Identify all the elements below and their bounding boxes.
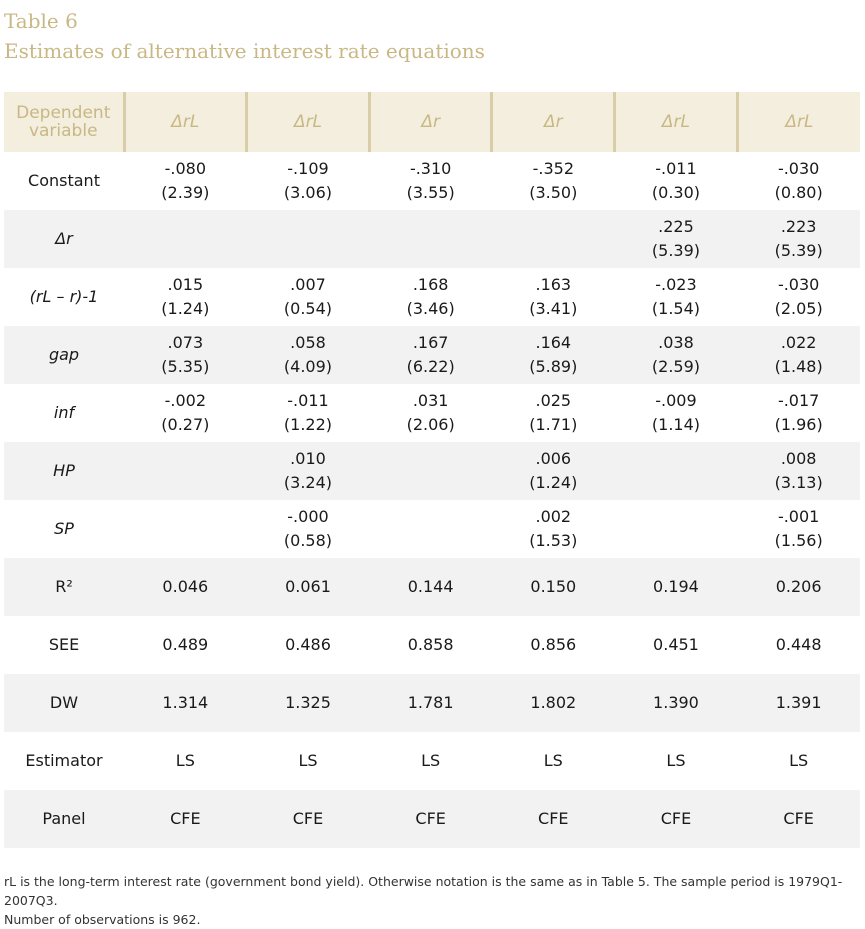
table-cell: LS (175, 751, 195, 770)
row-label: (rL – r)-1 (29, 287, 99, 306)
table-cell: LS (789, 751, 809, 770)
table-row (4, 268, 860, 326)
column-header: ΔrL (124, 92, 247, 152)
table-cell: 1.781 (369, 674, 492, 732)
table-cell: 0.046 (124, 558, 247, 616)
table-cell: .007 (0.54) (283, 275, 333, 318)
table-row (4, 732, 860, 790)
table-row (4, 384, 860, 442)
table-cell: -.001 (1.56) (774, 507, 823, 550)
column-header: Δr (492, 92, 615, 152)
table-cell: .015 (1.24) (161, 275, 210, 318)
header-row (4, 92, 860, 152)
table-cell (615, 500, 738, 558)
row-label: R² (4, 558, 124, 616)
table-cell: -.011 (0.30) (651, 159, 700, 202)
table-cell: 0.144 (369, 558, 492, 616)
table-cell: CFE (737, 790, 860, 848)
table-cell (492, 210, 615, 268)
column-header: ΔrL (615, 92, 738, 152)
table-cell: 0.486 (285, 635, 331, 654)
table-cell: .163 (3.41) (529, 275, 578, 318)
estimates-table (4, 92, 860, 848)
table-cell (124, 210, 247, 268)
table-cell: CFE (492, 790, 615, 848)
table-cell: .022 (1.48) (737, 326, 860, 384)
table-cell (124, 500, 247, 558)
column-header: ΔrL (247, 92, 370, 152)
table-cell (247, 210, 370, 268)
table-row (4, 790, 860, 848)
table-cell: LS (421, 751, 441, 770)
table-cell: CFE (369, 790, 492, 848)
table-row (4, 442, 860, 500)
table-cell: .167 (6.22) (369, 326, 492, 384)
table-cell: LS (298, 751, 318, 770)
table-row (4, 616, 860, 674)
row-label: gap (4, 326, 124, 384)
table-cell: .168 (3.46) (406, 275, 455, 318)
table-cell: LS (666, 751, 686, 770)
table-cell: 0.194 (615, 558, 738, 616)
table-cell: -.030 (0.80) (774, 159, 823, 202)
row-label: Estimator (25, 751, 103, 770)
table-cell: -.109 (3.06) (283, 159, 333, 202)
table-cell: -.030 (2.05) (774, 275, 823, 318)
table-cell: .058 (4.09) (247, 326, 370, 384)
row-label: Constant (28, 171, 100, 190)
table-cell: 0.489 (162, 635, 209, 654)
table-title: Table 6 (4, 9, 78, 33)
row-label: inf (53, 403, 75, 422)
table-cell: .164 (5.89) (492, 326, 615, 384)
table-cell: 0.150 (492, 558, 615, 616)
table-subtitle: Estimates of alternative interest rate equations (4, 39, 485, 63)
table-row (4, 152, 860, 210)
table-cell: .073 (5.35) (124, 326, 247, 384)
table-cell: 0.451 (653, 635, 699, 654)
table-cell: .225 (5.39) (615, 210, 738, 268)
footnote-line-2: Number of observations is 962. (4, 912, 201, 927)
table-row (4, 558, 860, 616)
table-cell: 0.856 (530, 635, 577, 654)
table-cell (369, 210, 492, 268)
table-cell: LS (543, 751, 563, 770)
table-cell: 1.314 (124, 674, 247, 732)
table-cell: -.017 (1.96) (774, 391, 823, 434)
table-cell (369, 500, 492, 558)
column-header: Δr (369, 92, 492, 152)
row-label: Δr (4, 210, 124, 268)
table-cell: 1.390 (615, 674, 738, 732)
table-row (4, 326, 860, 384)
row-label: DW (4, 674, 124, 732)
table-cell: 0.448 (775, 635, 822, 654)
column-header: ΔrL (737, 92, 860, 152)
table-cell: 0.206 (737, 558, 860, 616)
row-label: Panel (4, 790, 124, 848)
table-cell: CFE (124, 790, 247, 848)
table-cell: -.310 (3.55) (406, 159, 455, 202)
table-cell: 0.858 (407, 635, 454, 654)
table-cell: CFE (615, 790, 738, 848)
table-row (4, 210, 860, 268)
table-cell (124, 442, 247, 500)
table-cell: .010 (3.24) (247, 442, 370, 500)
table-cell: .025 (1.71) (529, 391, 578, 434)
table-row (4, 674, 860, 732)
footnote-line-1: rL is the long-term interest rate (government bond yield). Otherwise notation is the same as in Table 5. The sample period is 1979Q1-2007Q3. (4, 874, 843, 908)
table-cell: -.352 (3.50) (529, 159, 578, 202)
row-label: SEE (48, 635, 80, 654)
table-cell: .223 (5.39) (737, 210, 860, 268)
table-cell: 0.061 (247, 558, 370, 616)
table-cell: -.000 (0.58) (283, 507, 333, 550)
table-cell: -.002 (0.27) (161, 391, 210, 434)
table-cell: .008 (3.13) (737, 442, 860, 500)
table-cell: -.023 (1.54) (651, 275, 700, 318)
dependent-variable-header: Dependent variable (4, 92, 124, 152)
table-cell: 1.391 (737, 674, 860, 732)
table-cell: -.080 (2.39) (161, 159, 210, 202)
table-cell: -.009 (1.14) (651, 391, 700, 434)
table-cell: .031 (2.06) (406, 391, 455, 434)
table-cell (369, 442, 492, 500)
table-cell: .038 (2.59) (615, 326, 738, 384)
table-cell: .002 (1.53) (529, 507, 578, 550)
table-cell: CFE (247, 790, 370, 848)
row-label: HP (4, 442, 124, 500)
table-cell: 1.802 (492, 674, 615, 732)
table-row (4, 500, 860, 558)
table-cell: 1.325 (247, 674, 370, 732)
table-footnote (4, 872, 860, 929)
table-cell: .006 (1.24) (492, 442, 615, 500)
table-cell: -.011 (1.22) (283, 391, 333, 434)
table-cell (615, 442, 738, 500)
row-label: SP (54, 519, 74, 538)
